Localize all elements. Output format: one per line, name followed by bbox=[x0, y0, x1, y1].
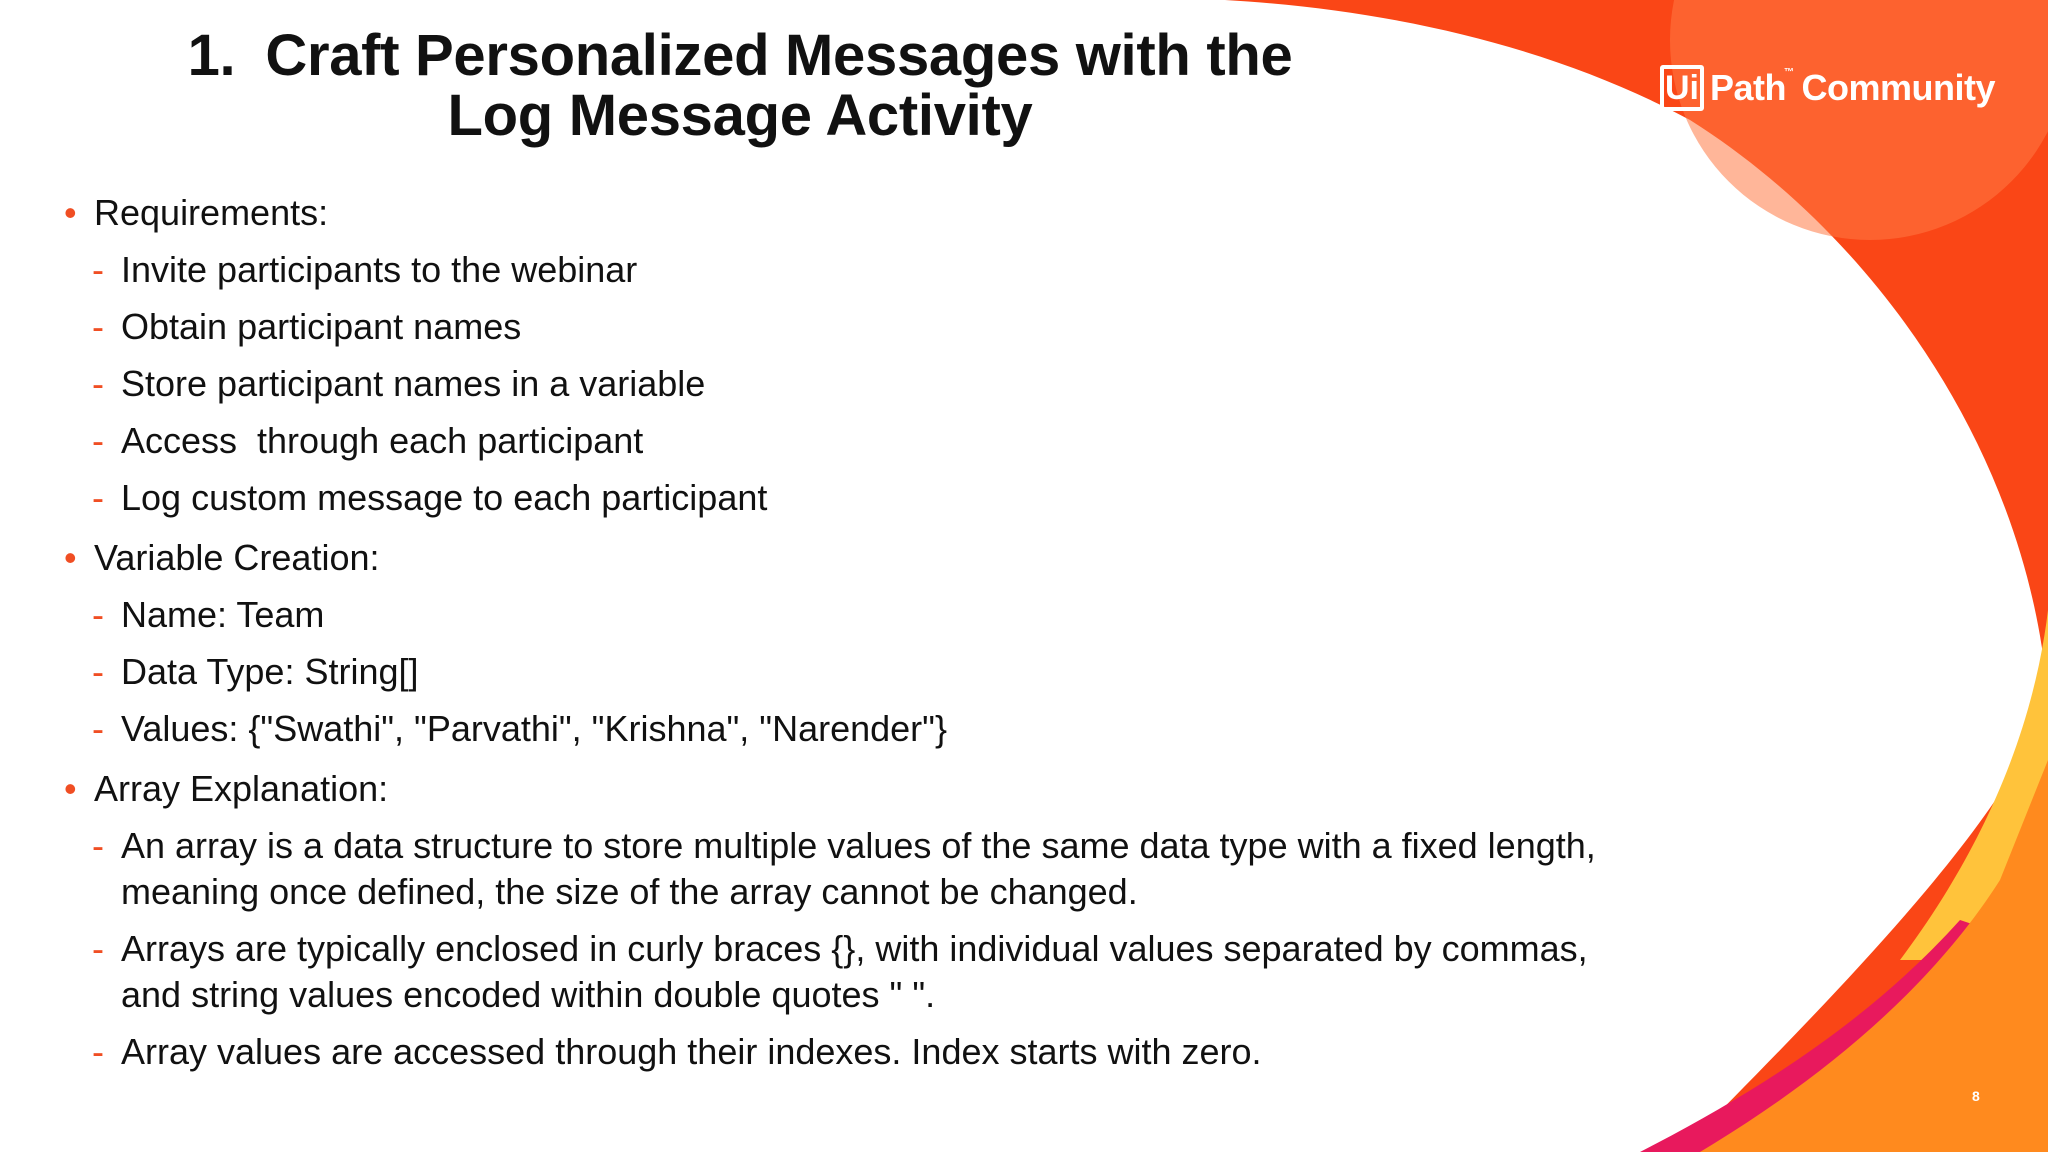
bullet-icon: • bbox=[64, 537, 77, 578]
bullet-icon: • bbox=[64, 192, 77, 233]
logo-community: Community bbox=[1801, 67, 1996, 108]
list-item bbox=[62, 361, 1602, 407]
list-item-text: Store participant names in a variable bbox=[121, 363, 706, 404]
bullet-requirements bbox=[62, 190, 1602, 236]
list-item-text: Array values are accessed through their indexes. Index starts with zero. bbox=[121, 1031, 1262, 1072]
dash-icon: - bbox=[92, 594, 104, 635]
uipath-community-logo bbox=[1660, 62, 1995, 114]
logo-text bbox=[1710, 67, 1995, 109]
list-item bbox=[62, 823, 1602, 915]
logo-path: Path bbox=[1710, 67, 1787, 108]
dash-icon: - bbox=[92, 363, 104, 404]
list-item-text: Data Type: String[] bbox=[121, 651, 419, 692]
bullet-heading: Requirements: bbox=[94, 192, 329, 233]
list-item-text: Arrays are typically enclosed in curly braces {}, with individual values separated by commas, and string values encoded within double quotes " ". bbox=[121, 928, 1588, 1015]
list-item bbox=[62, 706, 1602, 752]
dash-icon: - bbox=[92, 825, 104, 866]
dash-icon: - bbox=[92, 651, 104, 692]
list-item-text: Invite participants to the webinar bbox=[121, 249, 638, 290]
title-text-1: Craft Personalized Messages with the bbox=[265, 23, 1293, 88]
logo-tm: ™ bbox=[1784, 67, 1794, 78]
list-item bbox=[62, 592, 1602, 638]
list-item bbox=[62, 1029, 1602, 1075]
list-item-text: Name: Team bbox=[121, 594, 325, 635]
list-item bbox=[62, 247, 1602, 293]
bullet-heading: Array Explanation: bbox=[94, 768, 389, 809]
list-item-text: Obtain participant names bbox=[121, 306, 522, 347]
dash-icon: - bbox=[92, 1031, 104, 1072]
title-line-2: Log Message Activity bbox=[447, 83, 1033, 148]
slide-title bbox=[120, 23, 1360, 148]
list-item-text: Log custom message to each participant bbox=[121, 477, 768, 518]
dash-icon: - bbox=[92, 306, 104, 347]
logo-ui-box: Ui bbox=[1660, 65, 1704, 111]
list-item bbox=[62, 418, 1602, 464]
list-item bbox=[62, 304, 1602, 350]
list-item-text: Values: {"Swathi", "Parvathi", "Krishna", "Narender"} bbox=[121, 708, 947, 749]
list-item bbox=[62, 475, 1602, 521]
page-number: 8 bbox=[1972, 1088, 1980, 1104]
title-number: 1. bbox=[187, 23, 236, 88]
list-item-text: An array is a data structure to store multiple values of the same data type with a fixed length, meaning once defined, the size of the array cannot be changed. bbox=[121, 825, 1596, 912]
dash-icon: - bbox=[92, 708, 104, 749]
dash-icon: - bbox=[92, 928, 104, 969]
slide-content bbox=[62, 190, 1602, 1075]
bullet-array-explanation bbox=[62, 766, 1602, 812]
list-item bbox=[62, 649, 1602, 695]
bullet-icon: • bbox=[64, 768, 77, 809]
list-item bbox=[62, 926, 1602, 1018]
list-item-text: Access through each participant bbox=[121, 420, 644, 461]
bullet-heading: Variable Creation: bbox=[94, 537, 380, 578]
title-line-1 bbox=[120, 23, 1360, 88]
dash-icon: - bbox=[92, 477, 104, 518]
bullet-variable-creation bbox=[62, 535, 1602, 581]
dash-icon: - bbox=[92, 420, 104, 461]
dash-icon: - bbox=[92, 249, 104, 290]
